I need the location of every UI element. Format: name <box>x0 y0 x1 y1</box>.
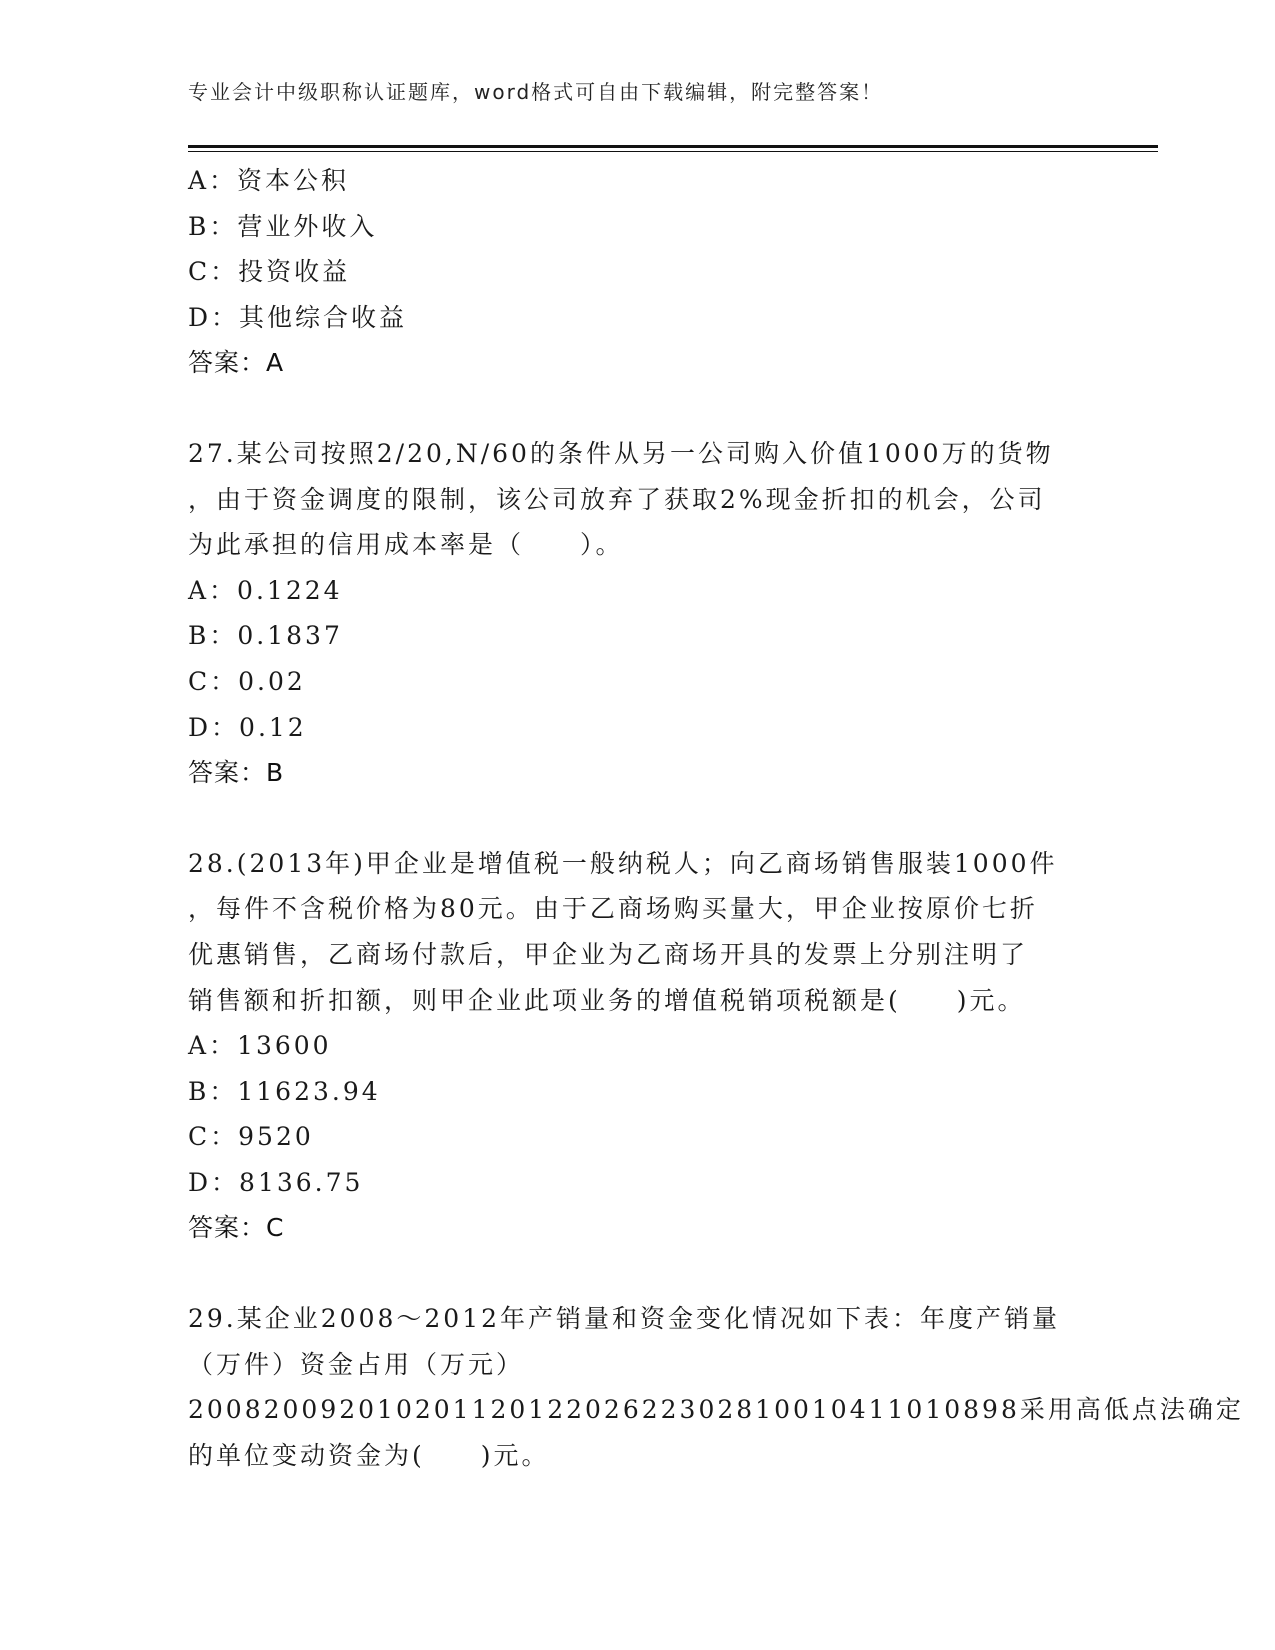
answer-line: 答案：B <box>188 758 285 788</box>
question-block <box>188 841 1088 1251</box>
option-a: A：0.1224 <box>188 575 343 605</box>
question-stem-line: ，由于资金调度的限制，该公司放弃了获取2%现金折扣的机会，公司 <box>188 484 1046 514</box>
question-stem-line: 销售额和折扣额，则甲企业此项业务的增值税销项税额是( )元。 <box>188 985 1026 1015</box>
page-header: 专业会计中级职称认证题库，word格式可自由下载编辑，附完整答案！ <box>188 80 884 104</box>
question-stem-line: 20082009201020112012202622302810010411010898采用高低点法确定 <box>188 1395 1244 1425</box>
option-b: B：11623.94 <box>188 1076 381 1106</box>
option-d: D：8136.75 <box>188 1167 364 1197</box>
question-block <box>188 431 1088 796</box>
option-c: C：9520 <box>188 1122 314 1152</box>
answer-line: 答案：C <box>188 1213 285 1243</box>
option-c: C：投资收益 <box>188 257 351 287</box>
answer-line: 答案：A <box>188 348 285 378</box>
question-block <box>188 1296 1244 1478</box>
option-a: A：13600 <box>188 1031 332 1061</box>
option-b: B：营业外收入 <box>188 211 378 241</box>
question-stem-line: 优惠销售，乙商场付款后，甲企业为乙商场开具的发票上分别注明了 <box>188 939 1029 969</box>
option-a: A：资本公积 <box>188 166 350 195</box>
question-stem-line: 的单位变动资金为( )元。 <box>188 1440 550 1470</box>
question-stem-line: 29.某企业2008～2012年产销量和资金变化情况如下表：年度产销量 <box>188 1304 1061 1334</box>
question-list <box>188 158 1244 1478</box>
option-b: B：0.1837 <box>188 621 343 651</box>
header-divider-thick <box>188 145 1158 148</box>
header-divider-thin <box>188 151 1158 152</box>
question-stem-line: （万件）资金占用（万元） <box>188 1349 525 1379</box>
question-stem-line: 为此承担的信用成本率是（ ）。 <box>188 530 624 560</box>
question-block <box>188 158 1088 386</box>
question-stem-line: 27.某公司按照2/20,N/60的条件从另一公司购入价值1000万的货物 <box>188 438 1054 468</box>
option-c: C：0.02 <box>188 666 306 696</box>
option-d: D：0.12 <box>188 712 307 742</box>
question-stem-line: 28.(2013年)甲企业是增值税一般纳税人；向乙商场销售服装1000件 <box>188 848 1058 878</box>
option-d: D：其他综合收益 <box>188 302 408 332</box>
question-stem-line: ，每件不含税价格为80元。由于乙商场购买量大，甲企业按原价七折 <box>188 894 1038 924</box>
